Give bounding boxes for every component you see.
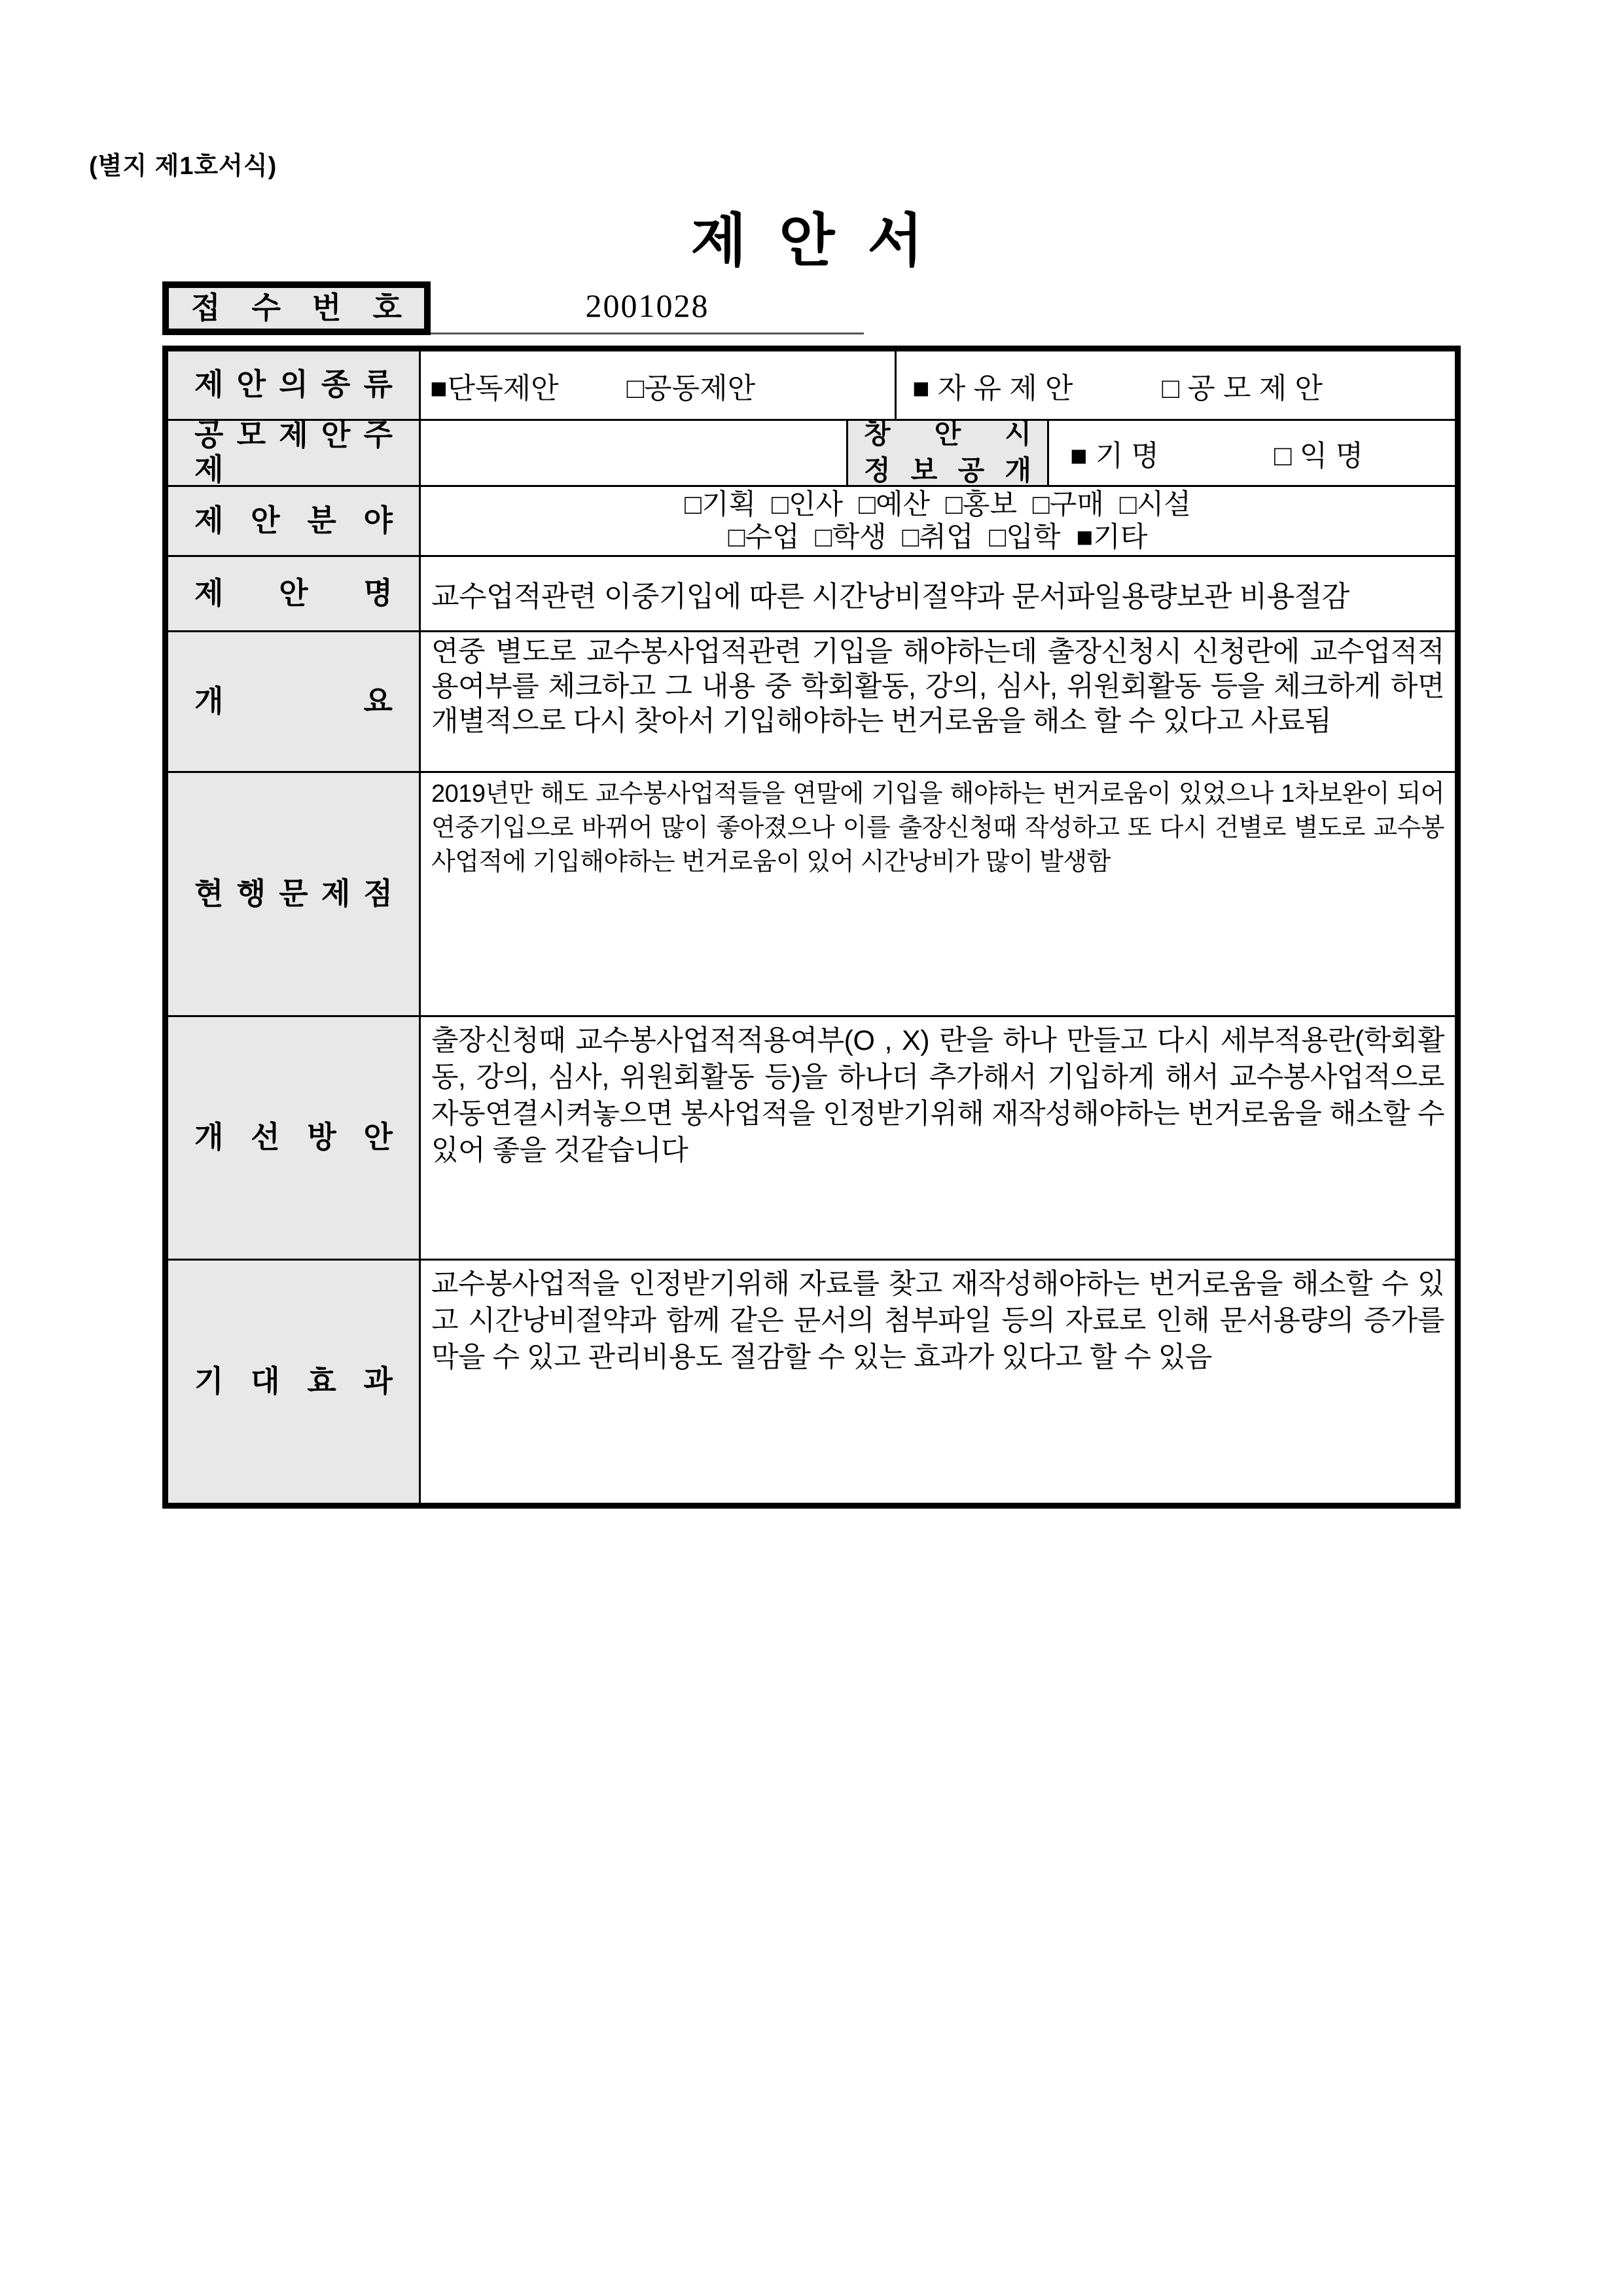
proposal-field-label-cell [168,487,421,555]
contest-subject-input[interactable] [421,421,848,485]
row-proposal-name [168,555,1455,630]
checkbox-free-proposal[interactable]: ■ 자 유 제 안 [912,372,1073,404]
checkbox-anonymous[interactable]: □ 익 명 [1274,440,1364,472]
checkbox-contest-proposal[interactable]: □ 공 모 제 안 [1162,372,1323,404]
summary-label: 개 요 [194,684,393,718]
proposal-field-label: 제 안 분 야 [194,503,393,537]
current-problem-text: 2019년만 해도 교수봉사업적들을 연말에 기입을 해야하는 번거로움이 있었으나 1차보완이 되어 연중기입으로 바뀌어 많이 좋아졌으나 이를 출장신청때 작성하고 또 다시 건별로 별도로 교수봉사업적에 기입해야하는 번거로움이 있어 시간낭비가 많이 발생함 [431,780,1444,876]
receipt-number-value: 2001028 [585,287,709,324]
improvement-plan-label-cell [168,1017,421,1259]
proposal-field-options-cell [421,487,1455,555]
row-expected-effect [168,1259,1455,1503]
row-current-problem [168,771,1455,1015]
contest-subject-label-cell [168,418,421,486]
expected-effect-text: 교수봉사업적을 인정받기위해 자료를 찾고 재작성해야하는 번거로움을 해소할 수 있고 시간낭비절약과 함께 같은 문서의 첨부파일 등의 자료로 인해 문서용량의 증가를 막을 수 있고 관리비용도 절감할 수 있는 효과가 있다고 할 수 있음 [431,1268,1444,1373]
row-proposal-field [168,485,1455,555]
receipt-number-box [162,281,431,335]
improvement-plan-label: 개 선 방 안 [194,1121,393,1155]
receipt-number-label: 접 수 번 호 [191,291,402,325]
proposal-form-table [162,346,1461,1509]
summary-text: 연중 별도로 교수봉사업적관련 기입을 해야하는데 출장신청시 신청란에 교수업적적용여부를 체크하고 그 내용 중 학회활동, 강의, 심사, 위원회활동 등을 체크하게 하면 개별적으로 다시 찾아서 기입해야하는 번거로움을 해소 할 수 있다고 사료됨 [431,636,1444,737]
corner-note: (별지 제1호서식) [89,152,277,180]
field-checkbox-line-2[interactable]: □수업 □학생 □취업 □입학 ■기타 [728,522,1148,553]
proposal-name-label: 제 안 명 [194,576,393,610]
row-improvement-plan [168,1015,1455,1259]
disclosure-label-line1: 창 안 시 [864,419,1031,450]
page-title: 제 안 서 [690,210,933,274]
proposal-type-label: 제 안 의 종 류 [194,368,393,402]
expected-effect-label-cell [168,1261,421,1503]
proposal-type-label-cell [168,351,421,419]
current-problem-label-cell [168,773,421,1015]
expected-effect-label: 기 대 효 과 [194,1364,393,1398]
current-problem-label: 현 행 문 제 점 [194,876,393,910]
proposal-name-label-cell [168,557,421,630]
receipt-underline [431,332,864,334]
row-proposal-type [168,351,1455,419]
proposal-type-left-cell [421,351,897,419]
proposal-name-value: 교수업적관련 이중기입에 따른 시간낭비절약과 문서파일용량보관 비용절감 [431,581,1349,613]
checkbox-named[interactable]: ■ 기 명 [1070,440,1160,472]
row-contest-subject [168,419,1455,485]
summary-label-cell [168,632,421,771]
checkbox-single-proposal[interactable]: ■단독제안 [430,372,559,404]
disclosure-label-line2: 정 보 공 개 [864,456,1031,486]
field-checkbox-line-1[interactable]: □기획 □인사 □예산 □홍보 □구매 □시설 [685,489,1191,520]
row-summary [168,630,1455,771]
contest-subject-label: 공 모 제 안 주 제 [194,418,393,486]
checkbox-joint-proposal[interactable]: □공동제안 [626,372,756,404]
disclosure-options-cell [1049,421,1455,485]
improvement-plan-text: 출장신청때 교수봉사업적적용여부(O , X) 란을 하나 만들고 다시 세부적용란(학회활동, 강의, 심사, 위원회활동 등)을 하나더 추가해서 기입하게 해서 교수봉사업적으로 자동연결시켜놓으면 봉사업적을 인정받기위해 재작성해야하는 번거로움을 해소할 수 있어 좋을 것같습니다 [431,1025,1444,1166]
disclosure-label-cell [848,421,1049,485]
proposal-type-right-cell [897,351,1455,419]
